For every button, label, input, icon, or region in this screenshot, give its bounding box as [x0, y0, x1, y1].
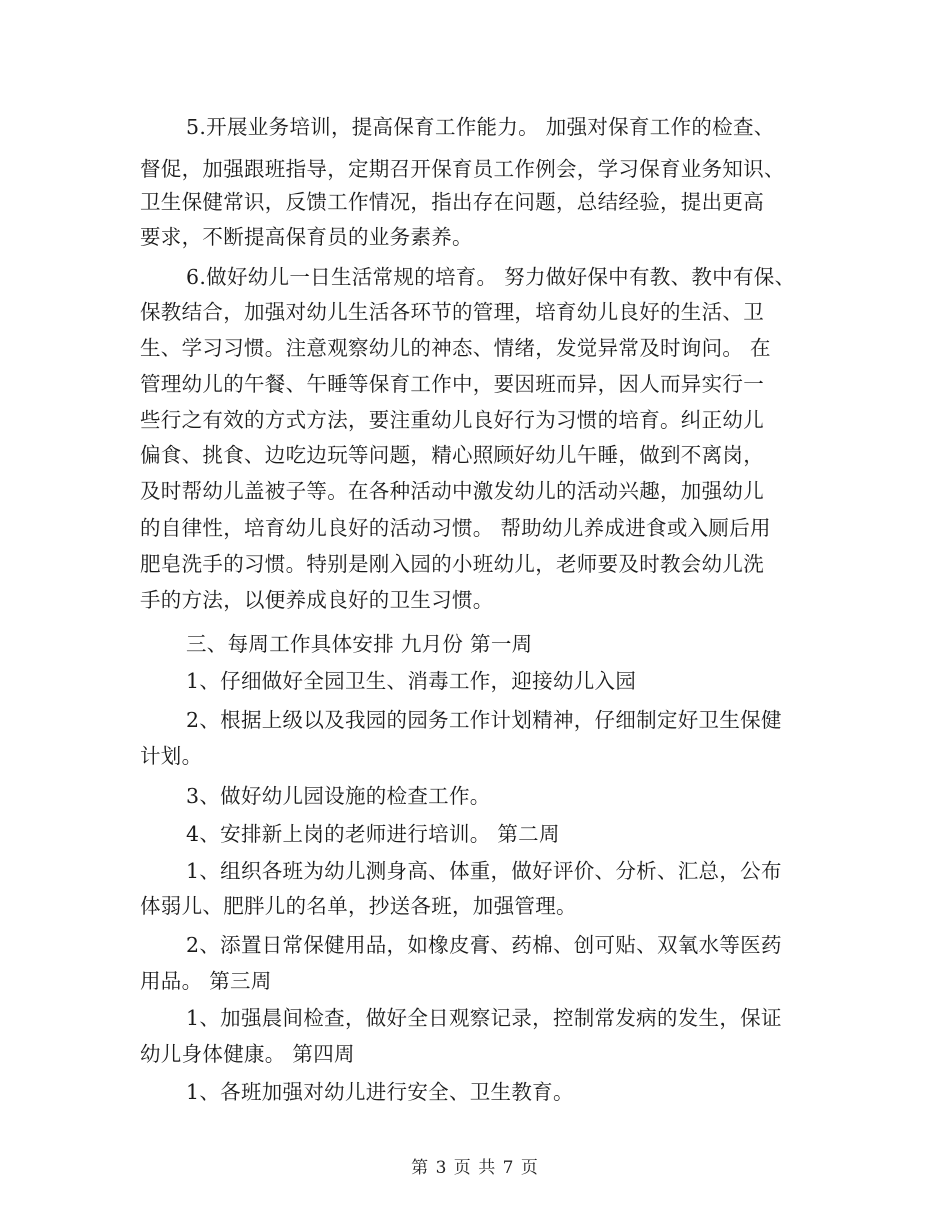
page-number-footer: 第 3 页 共 7 页 [411, 1158, 539, 1178]
text-line: 用品。 第三周 [140, 969, 272, 993]
list-item: 2、添置日常保健用品，如橡皮膏、药棉、创可贴、双氧水等医药 [186, 933, 782, 957]
text-line: 管理幼儿的午餐、午睡等保育工作中，要因班而异，因人而异实行一 [140, 372, 764, 396]
section-heading: 三、每周工作具体安排 九月份 第一周 [186, 632, 533, 656]
text-line: 要求，不断提高保育员的业务素养。 [140, 225, 473, 249]
text-line: 6.做好幼儿一日生活常规的培育。 努力做好保中有教、教中有保、 [186, 265, 796, 289]
text-line: 5.开展业务培训，提高保育工作能力。 加强对保育工作的检查、 [186, 115, 775, 139]
text-line: 的自律性，培育幼儿良好的活动习惯。 帮助幼儿养成进食或入厕后用 [140, 516, 771, 540]
text-line: 督促，加强跟班指导，定期召开保育员工作例会，学习保育业务知识、 [140, 157, 785, 181]
text-line: 及时帮幼儿盖被子等。在各种活动中激发幼儿的活动兴趣，加强幼儿 [140, 479, 764, 503]
text-line: 偏食、挑食、边吃边玩等问题，精心照顾好幼儿午睡，做到不离岗， [140, 443, 764, 467]
list-item: 1、各班加强对幼儿进行安全、卫生教育。 [186, 1080, 574, 1104]
text-line: 肥皂洗手的习惯。特别是刚入园的小班幼儿，老师要及时教会幼儿洗 [140, 552, 764, 576]
list-item: 1、仔细做好全园卫生、消毒工作，迎接幼儿入园 [186, 669, 637, 693]
text-line: 保教结合，加强对幼儿生活各环节的管理，培育幼儿良好的生活、卫 [140, 300, 764, 324]
list-item: 2、根据上级以及我园的园务工作计划精神，仔细制定好卫生保健 [186, 708, 782, 732]
text-line: 幼儿身体健康。 第四周 [140, 1042, 355, 1066]
list-item: 4、安排新上岗的老师进行培训。 第二周 [186, 822, 560, 846]
text-line: 计划。 [140, 744, 203, 768]
text-line: 手的方法，以便养成良好的卫生习惯。 [140, 588, 494, 612]
text-line: 生、学习习惯。注意观察幼儿的神态、情绪，发觉异常及时询问。 在 [140, 336, 771, 360]
list-item: 1、组织各班为幼儿测身高、体重，做好评价、分析、汇总，公布 [186, 859, 782, 883]
text-line: 体弱儿、肥胖儿的名单，抄送各班，加强管理。 [140, 894, 577, 918]
list-item: 1、加强晨间检查，做好全日观察记录，控制常发病的发生，保证 [186, 1006, 782, 1030]
text-line: 些行之有效的方式方法，要注重幼儿良好行为习惯的培育。纠正幼儿 [140, 408, 764, 432]
text-line: 卫生保健常识，反馈工作情况，指出存在问题，总结经验，提出更高 [140, 190, 764, 214]
list-item: 3、做好幼儿园设施的检查工作。 [186, 784, 491, 808]
